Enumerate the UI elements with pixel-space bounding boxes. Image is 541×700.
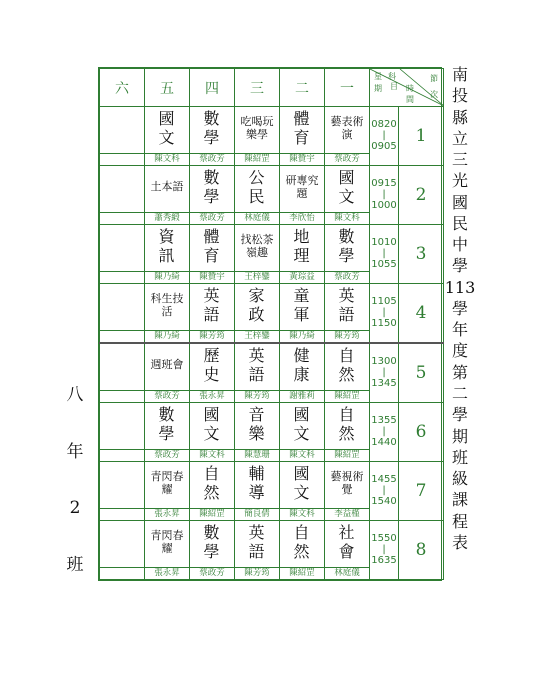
class-cell bbox=[100, 107, 145, 166]
class-cell bbox=[100, 461, 145, 520]
class-cell bbox=[145, 343, 190, 403]
teacher-name: 王梓鑾 bbox=[235, 271, 279, 283]
corner-label-jian: 間 bbox=[406, 95, 414, 104]
teacher-name: 王梓鑾 bbox=[235, 330, 279, 342]
time-start: 1355 bbox=[371, 414, 397, 426]
subject-name: 體育 bbox=[293, 108, 311, 147]
title-char: 中 bbox=[451, 235, 468, 255]
teacher-name: 陳紹罡 bbox=[235, 153, 279, 165]
teacher-name: 陳文科 bbox=[280, 508, 324, 520]
class-cell bbox=[235, 343, 280, 403]
period-number: 8 bbox=[399, 520, 444, 579]
class-cell bbox=[280, 343, 325, 403]
time-start: 1550 bbox=[371, 532, 397, 544]
subject-name: 青閃春耀 bbox=[150, 469, 184, 496]
corner-label-xing: 星 bbox=[374, 72, 382, 81]
teacher-name: 李益槿 bbox=[325, 508, 369, 520]
class-cell bbox=[280, 402, 325, 461]
teacher-name bbox=[100, 212, 144, 224]
period-number: 4 bbox=[399, 283, 444, 343]
teacher-name: 陳芳筠 bbox=[235, 390, 279, 402]
subject-name: 自然 bbox=[293, 522, 311, 561]
teacher-name: 陳芳筠 bbox=[235, 567, 279, 579]
class-cell bbox=[280, 165, 325, 224]
subject-name: 數學 bbox=[203, 108, 221, 147]
time-end: 1150 bbox=[371, 317, 397, 329]
day-header-tue: 二 bbox=[280, 69, 325, 107]
period-row bbox=[100, 461, 444, 520]
subject-name: 數學 bbox=[203, 522, 221, 561]
subject-name: 英語 bbox=[338, 285, 356, 324]
class-cell bbox=[190, 224, 235, 283]
subject-name: 國文 bbox=[338, 167, 356, 206]
title-char: 立 bbox=[451, 128, 468, 148]
class-cell bbox=[100, 402, 145, 461]
teacher-name: 陳贊宇 bbox=[280, 153, 324, 165]
subject-name: 社會 bbox=[338, 522, 356, 561]
class-cell bbox=[280, 461, 325, 520]
class-cell bbox=[145, 520, 190, 579]
class-cell bbox=[325, 343, 370, 403]
period-number: 7 bbox=[399, 461, 444, 520]
teacher-name: 陳紹罡 bbox=[190, 508, 234, 520]
time-divider: | bbox=[382, 425, 386, 437]
period-row bbox=[100, 520, 444, 579]
teacher-name: 李欣怡 bbox=[280, 212, 324, 224]
teacher-name: 陳紹罡 bbox=[325, 390, 369, 402]
subject-name: 自然 bbox=[338, 345, 356, 384]
teacher-name bbox=[100, 449, 144, 461]
subject-name: 公民 bbox=[248, 167, 266, 206]
class-cell bbox=[325, 283, 370, 343]
period-number: 6 bbox=[399, 402, 444, 461]
subject-name: 土本語 bbox=[150, 180, 184, 194]
subject-name: 國文 bbox=[158, 108, 176, 147]
teacher-name: 陳文科 bbox=[325, 212, 369, 224]
title-char: 學 bbox=[451, 256, 468, 276]
subject-name: 童軍 bbox=[293, 285, 311, 324]
subject-name: 資訊 bbox=[158, 226, 176, 265]
title-char: 程 bbox=[451, 511, 468, 531]
teacher-name: 陳乃綺 bbox=[280, 330, 324, 342]
teacher-name: 陳文科 bbox=[280, 449, 324, 461]
title-char: 學 bbox=[451, 405, 468, 425]
time-end: 1635 bbox=[371, 554, 397, 566]
title-char: 南 bbox=[451, 65, 468, 84]
corner-label-qi: 期 bbox=[374, 84, 382, 93]
class-cell bbox=[325, 461, 370, 520]
subject-name: 青閃春耀 bbox=[150, 528, 184, 555]
class-cell bbox=[100, 224, 145, 283]
teacher-name: 陳文科 bbox=[190, 449, 234, 461]
title-char: 光 bbox=[451, 171, 468, 191]
teacher-name: 蔡政芳 bbox=[145, 390, 189, 402]
class-cell bbox=[145, 461, 190, 520]
subject-name: 研專究題 bbox=[285, 173, 319, 200]
time-start: 1105 bbox=[371, 295, 397, 307]
class-char: 班 bbox=[66, 554, 84, 575]
timetable-table bbox=[99, 68, 444, 580]
class-cell bbox=[235, 107, 280, 166]
title-char: 年 bbox=[451, 320, 468, 340]
corner-label-mu: 目 bbox=[390, 82, 398, 91]
time-cell bbox=[370, 107, 399, 166]
teacher-name bbox=[100, 508, 144, 520]
class-cell bbox=[325, 107, 370, 166]
title-char: 民 bbox=[451, 213, 468, 233]
class-cell bbox=[145, 165, 190, 224]
subject-name: 健康 bbox=[293, 345, 311, 384]
teacher-name: 蔡政芳 bbox=[325, 271, 369, 283]
class-cell bbox=[235, 402, 280, 461]
corner-label-shi: 時 bbox=[406, 84, 414, 93]
class-cell bbox=[145, 402, 190, 461]
class-char: 2 bbox=[69, 498, 81, 519]
time-divider: | bbox=[382, 306, 386, 318]
header-row bbox=[100, 69, 444, 107]
corner-label-ke: 科 bbox=[388, 72, 396, 81]
class-cell bbox=[145, 107, 190, 166]
subject-name: 家政 bbox=[248, 285, 266, 324]
class-label-vertical bbox=[60, 385, 90, 575]
subject-name: 科生技活 bbox=[150, 291, 184, 318]
title-char: 班 bbox=[451, 447, 468, 467]
period-row bbox=[100, 283, 444, 343]
subject-name: 週班會 bbox=[150, 358, 184, 372]
subject-name: 藝表術演 bbox=[330, 114, 364, 141]
title-char: 縣 bbox=[451, 107, 468, 127]
teacher-name bbox=[100, 567, 144, 579]
class-cell bbox=[190, 283, 235, 343]
subject-name: 體育 bbox=[203, 226, 221, 265]
period-number: 5 bbox=[399, 343, 444, 403]
teacher-name: 陳乃綺 bbox=[145, 330, 189, 342]
period-number: 2 bbox=[399, 165, 444, 224]
title-char: 三 bbox=[451, 150, 468, 170]
corner-label-jie: 節 bbox=[430, 74, 438, 83]
class-cell bbox=[190, 461, 235, 520]
teacher-name: 黃琮益 bbox=[280, 271, 324, 283]
time-cell bbox=[370, 461, 399, 520]
teacher-name: 謝雅莉 bbox=[280, 390, 324, 402]
teacher-name: 陳慧珊 bbox=[235, 449, 279, 461]
period-number: 1 bbox=[399, 107, 444, 166]
title-char: 課 bbox=[451, 490, 468, 510]
teacher-name: 蔡政芳 bbox=[145, 449, 189, 461]
title-char: 國 bbox=[451, 192, 468, 212]
time-divider: | bbox=[382, 366, 386, 378]
subject-name: 地理 bbox=[293, 226, 311, 265]
class-cell bbox=[235, 461, 280, 520]
class-cell bbox=[100, 520, 145, 579]
time-start: 1300 bbox=[371, 355, 397, 367]
teacher-name bbox=[100, 390, 144, 402]
day-header-sat: 六 bbox=[100, 69, 145, 107]
class-cell bbox=[280, 224, 325, 283]
time-divider: | bbox=[382, 188, 386, 200]
subject-name: 國文 bbox=[293, 404, 311, 443]
day-header-fri: 五 bbox=[145, 69, 190, 107]
title-char: 113 bbox=[444, 277, 476, 297]
teacher-name bbox=[100, 153, 144, 165]
time-end: 1055 bbox=[371, 258, 397, 270]
class-cell bbox=[190, 165, 235, 224]
class-cell bbox=[280, 107, 325, 166]
class-cell bbox=[100, 343, 145, 403]
subject-name: 輔導 bbox=[248, 463, 266, 502]
subject-name: 自然 bbox=[338, 404, 356, 443]
class-cell bbox=[235, 165, 280, 224]
class-cell bbox=[235, 520, 280, 579]
teacher-name: 蕭秀緞 bbox=[145, 212, 189, 224]
time-start: 1455 bbox=[371, 473, 397, 485]
class-cell bbox=[325, 520, 370, 579]
subject-name: 英語 bbox=[203, 285, 221, 324]
teacher-name: 陳紹罡 bbox=[280, 567, 324, 579]
teacher-name: 陳芳筠 bbox=[325, 330, 369, 342]
teacher-name: 陳紹罡 bbox=[325, 449, 369, 461]
subject-name: 國文 bbox=[293, 463, 311, 502]
teacher-name: 陳文科 bbox=[145, 153, 189, 165]
time-divider: | bbox=[382, 129, 386, 141]
subject-name: 數學 bbox=[338, 226, 356, 265]
time-start: 0915 bbox=[371, 177, 397, 189]
class-cell bbox=[325, 165, 370, 224]
day-header-thu: 四 bbox=[190, 69, 235, 107]
class-char: 八 bbox=[66, 385, 84, 405]
time-divider: | bbox=[382, 484, 386, 496]
time-cell bbox=[370, 165, 399, 224]
subject-name: 國文 bbox=[203, 404, 221, 443]
teacher-name: 林庭儀 bbox=[325, 567, 369, 579]
time-end: 1540 bbox=[371, 495, 397, 507]
day-header-mon: 一 bbox=[325, 69, 370, 107]
time-start: 1010 bbox=[371, 236, 397, 248]
title-char: 第 bbox=[451, 362, 468, 382]
teacher-name: 陳芳筠 bbox=[190, 330, 234, 342]
class-cell bbox=[325, 402, 370, 461]
teacher-name: 蔡政芳 bbox=[190, 153, 234, 165]
teacher-name: 張永昇 bbox=[145, 567, 189, 579]
time-divider: | bbox=[382, 543, 386, 555]
teacher-name: 張永昇 bbox=[145, 508, 189, 520]
class-cell bbox=[190, 107, 235, 166]
time-cell bbox=[370, 520, 399, 579]
teacher-name: 陳乃綺 bbox=[145, 271, 189, 283]
class-cell bbox=[280, 283, 325, 343]
teacher-name: 林庭儀 bbox=[235, 212, 279, 224]
teacher-name: 蔡政芳 bbox=[190, 212, 234, 224]
time-start: 0820 bbox=[371, 118, 397, 130]
teacher-name: 陳贊宇 bbox=[190, 271, 234, 283]
title-char: 投 bbox=[451, 86, 468, 106]
teacher-name: 簡良倩 bbox=[235, 508, 279, 520]
class-cell bbox=[235, 283, 280, 343]
class-cell bbox=[190, 520, 235, 579]
title-char: 學 bbox=[451, 298, 468, 318]
time-end: 0905 bbox=[371, 140, 397, 152]
class-cell bbox=[100, 283, 145, 343]
class-cell bbox=[190, 343, 235, 403]
time-cell bbox=[370, 224, 399, 283]
subject-name: 找松茶嶺趣 bbox=[240, 232, 274, 259]
time-divider: | bbox=[382, 247, 386, 259]
period-row bbox=[100, 165, 444, 224]
title-char: 度 bbox=[451, 341, 468, 361]
corner-label-ci: 次 bbox=[430, 90, 438, 99]
time-end: 1000 bbox=[371, 199, 397, 211]
class-char: 年 bbox=[66, 441, 84, 462]
period-row bbox=[100, 224, 444, 283]
subject-name: 吃喝玩樂學 bbox=[240, 114, 274, 141]
period-row bbox=[100, 343, 444, 403]
class-cell bbox=[145, 283, 190, 343]
schedule-title-vertical bbox=[444, 65, 476, 552]
class-cell bbox=[190, 402, 235, 461]
day-header-wed: 三 bbox=[235, 69, 280, 107]
class-cell bbox=[145, 224, 190, 283]
title-char: 二 bbox=[451, 383, 468, 403]
subject-name: 英語 bbox=[248, 345, 266, 384]
subject-name: 歷史 bbox=[203, 345, 221, 384]
subject-name: 英語 bbox=[248, 522, 266, 561]
teacher-name: 蔡政芳 bbox=[190, 567, 234, 579]
time-end: 1345 bbox=[371, 377, 397, 389]
class-cell bbox=[100, 165, 145, 224]
title-char: 級 bbox=[451, 469, 468, 489]
period-row bbox=[100, 107, 444, 166]
teacher-name: 張永昇 bbox=[190, 390, 234, 402]
teacher-name bbox=[100, 330, 144, 342]
subject-name: 數學 bbox=[203, 167, 221, 206]
title-char: 期 bbox=[451, 426, 468, 446]
class-cell bbox=[235, 224, 280, 283]
period-row bbox=[100, 402, 444, 461]
class-cell bbox=[325, 224, 370, 283]
subject-name: 音樂 bbox=[248, 404, 266, 443]
corner-header bbox=[370, 69, 444, 107]
teacher-name bbox=[100, 271, 144, 283]
subject-name: 藝視術覺 bbox=[330, 469, 364, 496]
subject-name: 自然 bbox=[203, 463, 221, 502]
period-number: 3 bbox=[399, 224, 444, 283]
teacher-name: 蔡政芳 bbox=[325, 153, 369, 165]
time-cell bbox=[370, 343, 399, 403]
time-cell bbox=[370, 402, 399, 461]
time-cell bbox=[370, 283, 399, 343]
title-char: 表 bbox=[451, 532, 468, 552]
time-end: 1440 bbox=[371, 436, 397, 448]
subject-name: 數學 bbox=[158, 404, 176, 443]
timetable bbox=[98, 67, 442, 581]
class-cell bbox=[280, 520, 325, 579]
